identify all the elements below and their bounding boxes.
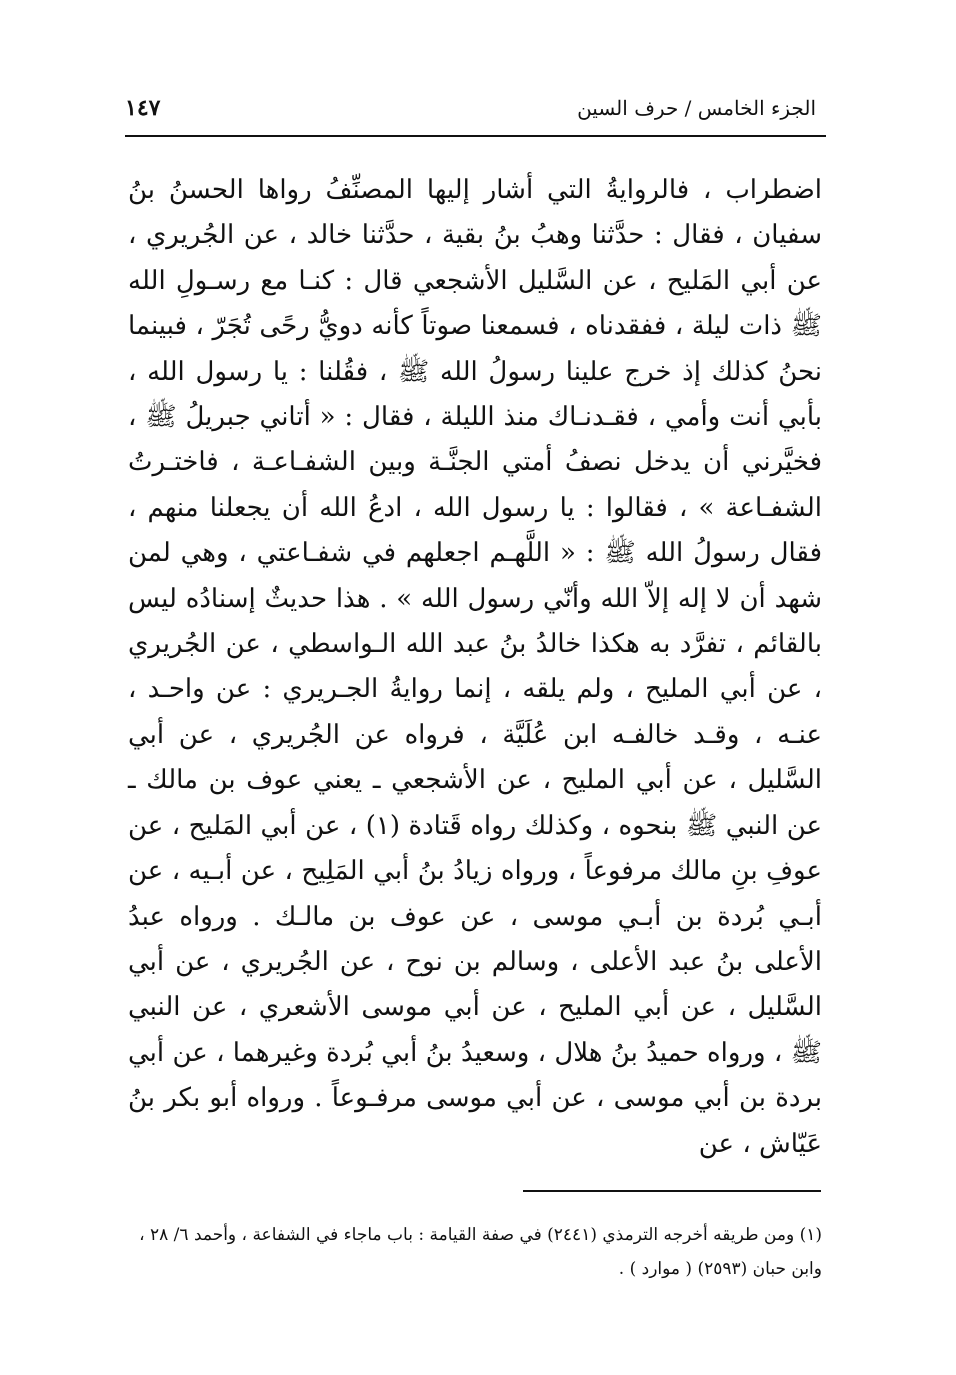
body-paragraph: اضطراب ، فالروايةُ التي أشار إليها المصنِّفُ رواها الحسنُ بنُ سفيان ، فقال : حدَّثنا وهبُ بنُ بقية ، حدَّثنا خالد ، عن الجُريري ، عن أبي المَليح ، عن السَّليل الأشجعي قال : كنـا مع رسـولِ الله ﷺ ذات ليلة ، ففقدناه ، فسمعنا صوتاً كأنه دويُّ رحًى تُجَرّ ، فبينما نحنُ كذلك إذ خرج علينا رسولُ الله ﷺ ، فقُلنا : يا رسول الله ، بأبي أنت وأمي ، فقـدنـاك منذ الليلة ، فقال : « أتاني جبريلُ ﷺ ، فخيَّرني أن يدخل نصفُ أمتي الجنَّـة وبين الشفـاعـة ، فاختـرتُ الشفـاعة » ، فقالوا : يا رسول الله ، ادعُ الله أن يجعلنا منهم ، فقال رسولُ الله ﷺ : « اللَّهـم اجعلهم في شفـاعتي ، وهي لمن شهد أن لا إله إلاّ الله وأنّي رسول الله » . هذا حديثٌ إسنادُه ليس بالقائم ، تفرَّد به هكذا خالدُ بنُ عبد الله الـواسطي ، عن الجُريري ، عن أبي المليح ، ولم يلقه ، إنما روايةُ الجـريري : عن واحـد ، عنـه ، وقـد خالفـه ابن عُلَيَّة ، فرواه عن الجُريري ، عن أبي السَّليل ، عن أبي المليح ، عن الأشجعي ـ يعني عوف بن مالك ـ عن النبي ﷺ بنحوه ، وكذلك رواه قَتادة (١) ، عن أبي المَليح ، عن عوفِ بنِ مالك مرفوعاً ، ورواه زيادُ بنُ أبي المَلِيح ، عن أبـيه ، عن أبـي بُردة بن أبـي موسى ، عن عوف بن مالـك . ورواه عبدُ الأعلى بنُ عبد الأعلى ، وسالم بن نوح ، عن الجُريري ، عن أبي السَّليل ، عن أبي المليح ، عن أبي موسى الأشعري ، عن النبي ﷺ ، ورواه حميدُ بنُ هلال ، وسعيدُ بنُ أبي بُردة وغيرهما ، عن أبي بردة بن أبي موسى ، عن أبي موسى مرفـوعاً . ورواه أبو بكر بنُ عَيّاش ، عن — [128, 175, 823, 1159]
footnotes — [128, 1218, 822, 1286]
main-text — [128, 168, 822, 1167]
running-title: الجزء الخامس / حرف السين — [577, 96, 816, 120]
footnote-divider — [523, 1190, 821, 1192]
header-divider — [125, 135, 826, 137]
page-number: ١٤٧ — [125, 95, 161, 121]
footnote-1: (١) ومن طريقه أخرجه الترمذي (٢٤٤١) في صفة القيامة : باب ماجاء في الشفاعة ، وأحمد ٦/ ٢٨ ، وابن حبان (٢٥٩٣) ( موارد ) . — [139, 1225, 822, 1279]
page-header — [125, 88, 816, 128]
